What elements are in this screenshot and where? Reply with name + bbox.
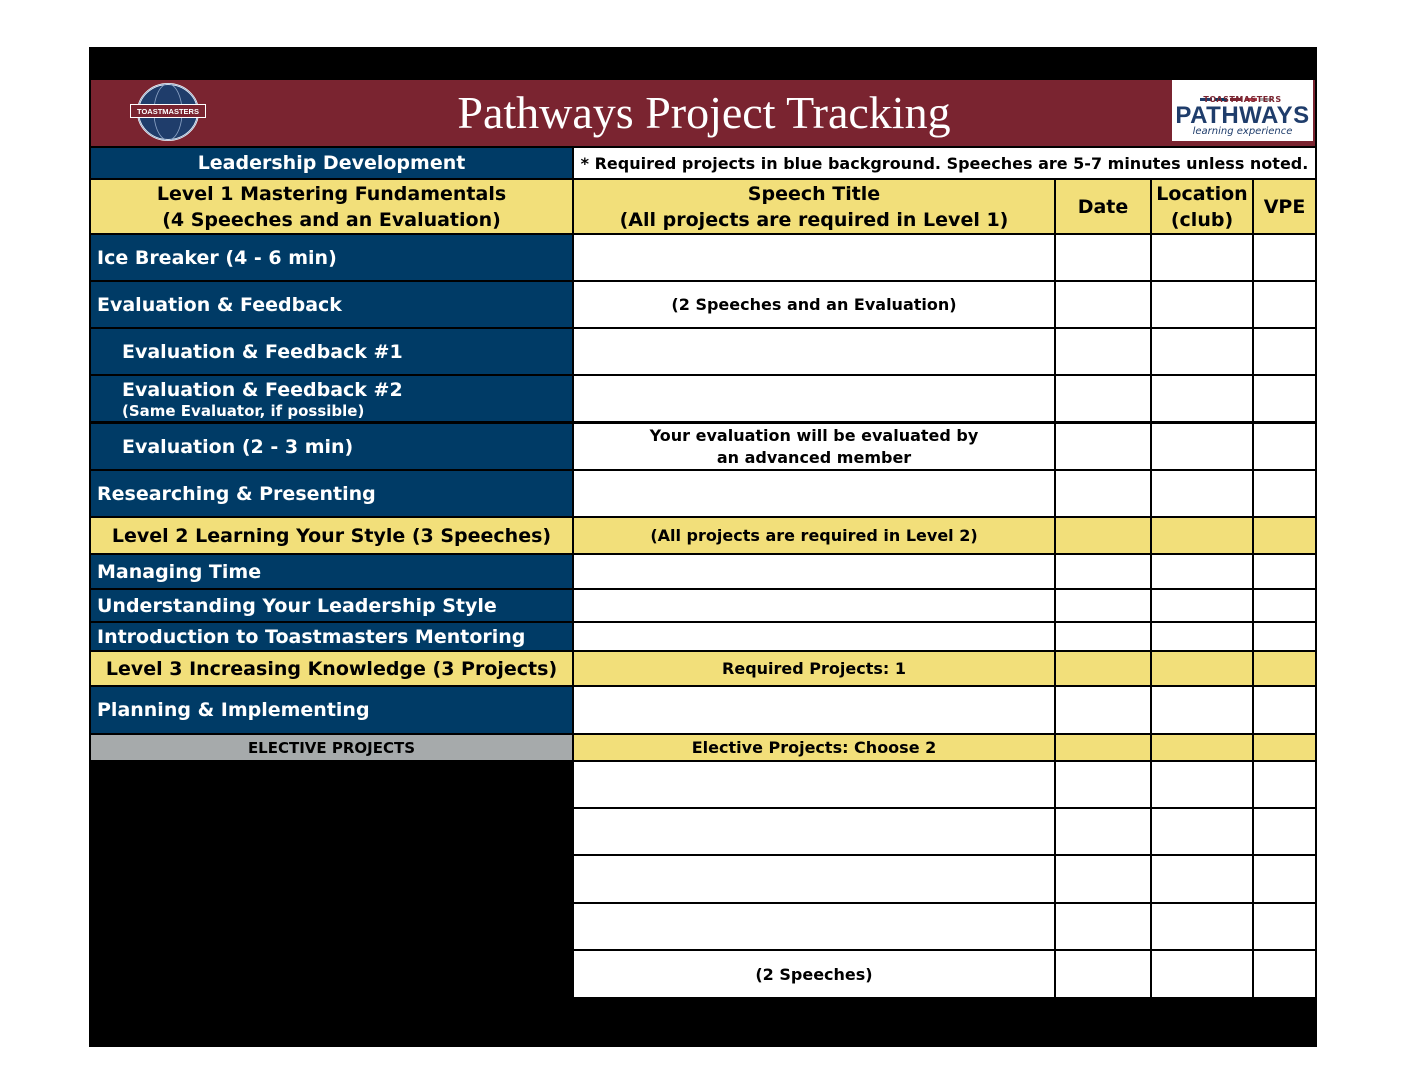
project-managing-time: Managing Time <box>91 555 572 588</box>
date-cell[interactable] <box>1056 424 1150 469</box>
project-evaluation-feedback-2 <box>91 376 572 421</box>
location-cell[interactable] <box>1152 951 1252 997</box>
location-cell[interactable] <box>1152 687 1252 733</box>
location-cell[interactable] <box>1152 471 1252 516</box>
vpe-cell[interactable] <box>1254 904 1315 949</box>
toastmasters-logo <box>128 82 208 142</box>
level2-date-cell <box>1056 518 1150 553</box>
location-cell[interactable] <box>1152 809 1252 854</box>
path-name: Leadership Development <box>91 148 572 178</box>
level3-vpe-cell <box>1254 652 1315 685</box>
location-cell[interactable] <box>1152 623 1252 650</box>
project-mentoring: Introduction to Toastmasters Mentoring <box>91 623 572 650</box>
vpe-cell[interactable] <box>1254 809 1315 854</box>
location-cell[interactable] <box>1152 282 1252 327</box>
elective-vpe-cell <box>1254 735 1315 760</box>
project-planning-implementing: Planning & Implementing <box>91 687 572 733</box>
project-subnote: (Same Evaluator, if possible) <box>122 401 365 420</box>
date-cell[interactable] <box>1056 809 1150 854</box>
vpe-cell[interactable] <box>1254 471 1315 516</box>
speech-title-cell[interactable] <box>574 590 1054 621</box>
speech-title-sublabel: (All projects are required in Level 1) <box>619 208 1009 231</box>
location-label: Location <box>1156 182 1248 205</box>
date-cell[interactable] <box>1056 762 1150 807</box>
project-evaluation: Evaluation (2 - 3 min) <box>91 424 572 469</box>
vpe-cell[interactable] <box>1254 623 1315 650</box>
speech-title-header <box>574 180 1054 233</box>
level3-heading: Level 3 Increasing Knowledge (3 Projects) <box>91 652 572 685</box>
elective-date-cell <box>1056 735 1150 760</box>
logo-toastmasters-text: TOASTMASTERS <box>1203 95 1282 104</box>
location-sublabel: (club) <box>1170 208 1234 231</box>
required-note: * Required projects in blue background. Speeches are 5-7 minutes unless noted. <box>574 148 1315 178</box>
level2-heading: Level 2 Learning Your Style (3 Speeches) <box>91 518 572 553</box>
project-label: Evaluation & Feedback #2 <box>122 378 403 401</box>
vpe-cell[interactable] <box>1254 555 1315 588</box>
date-header: Date <box>1056 180 1150 233</box>
date-cell[interactable] <box>1056 376 1150 421</box>
elective-title-cell[interactable] <box>574 856 1054 902</box>
page-title: Pathways Project Tracking <box>457 87 951 138</box>
speech-title-label: Speech Title <box>747 182 881 205</box>
elective-title-cell[interactable] <box>574 809 1054 854</box>
level1-title: Level 1 Mastering Fundamentals <box>156 182 507 205</box>
project-researching-presenting: Researching & Presenting <box>91 471 572 516</box>
date-cell[interactable] <box>1056 329 1150 374</box>
elective-note: Elective Projects: Choose 2 <box>574 735 1054 760</box>
logo-tagline: learning experience <box>1192 126 1293 137</box>
speech-title-cell[interactable] <box>574 376 1054 421</box>
level3-location-cell <box>1152 652 1252 685</box>
location-cell[interactable] <box>1152 329 1252 374</box>
evaluation-note-line1: Your evaluation will be evaluated by <box>649 425 979 445</box>
speech-title-cell[interactable] <box>574 329 1054 374</box>
location-cell[interactable] <box>1152 376 1252 421</box>
location-cell[interactable] <box>1152 424 1252 469</box>
evaluation-note-line2: an advanced member <box>716 447 912 467</box>
date-cell[interactable] <box>1056 623 1150 650</box>
vpe-cell[interactable] <box>1254 762 1315 807</box>
vpe-cell[interactable] <box>1254 376 1315 421</box>
date-cell[interactable] <box>1056 282 1150 327</box>
evaluation-feedback-note: (2 Speeches and an Evaluation) <box>574 282 1054 327</box>
vpe-header: VPE <box>1254 180 1315 233</box>
logo-pathways-text: PATHWAYS <box>1175 102 1310 129</box>
elective-title-cell[interactable] <box>574 904 1054 949</box>
location-cell[interactable] <box>1152 590 1252 621</box>
elective-title-cell[interactable] <box>574 762 1054 807</box>
vpe-cell[interactable] <box>1254 235 1315 280</box>
speech-title-cell[interactable] <box>574 687 1054 733</box>
location-cell[interactable] <box>1152 904 1252 949</box>
evaluation-note <box>574 424 1054 469</box>
vpe-cell[interactable] <box>1254 951 1315 997</box>
elective-location-cell <box>1152 735 1252 760</box>
date-cell[interactable] <box>1056 856 1150 902</box>
pathways-logo <box>1172 80 1313 141</box>
date-cell[interactable] <box>1056 687 1150 733</box>
location-cell[interactable] <box>1152 235 1252 280</box>
level2-location-cell <box>1152 518 1252 553</box>
vpe-cell[interactable] <box>1254 590 1315 621</box>
level3-date-cell <box>1056 652 1150 685</box>
level2-note: (All projects are required in Level 2) <box>574 518 1054 553</box>
location-cell[interactable] <box>1152 762 1252 807</box>
speech-title-cell[interactable] <box>574 235 1054 280</box>
location-cell[interactable] <box>1152 856 1252 902</box>
svg-text:TOASTMASTERS: TOASTMASTERS <box>137 107 199 116</box>
date-cell[interactable] <box>1056 471 1150 516</box>
vpe-cell[interactable] <box>1254 282 1315 327</box>
project-leadership-style: Understanding Your Leadership Style <box>91 590 572 621</box>
project-ice-breaker: Ice Breaker (4 - 6 min) <box>91 235 572 280</box>
date-cell[interactable] <box>1056 590 1150 621</box>
speech-title-cell[interactable] <box>574 471 1054 516</box>
location-header <box>1152 180 1252 233</box>
speech-title-cell[interactable] <box>574 555 1054 588</box>
speech-title-cell[interactable] <box>574 623 1054 650</box>
vpe-cell[interactable] <box>1254 424 1315 469</box>
vpe-cell[interactable] <box>1254 856 1315 902</box>
date-cell[interactable] <box>1056 904 1150 949</box>
level1-subtitle: (4 Speeches and an Evaluation) <box>162 208 501 231</box>
elective-last-note: (2 Speeches) <box>574 951 1054 997</box>
location-cell[interactable] <box>1152 555 1252 588</box>
date-cell[interactable] <box>1056 235 1150 280</box>
level2-vpe-cell <box>1254 518 1315 553</box>
project-evaluation-feedback: Evaluation & Feedback <box>91 282 572 327</box>
date-cell[interactable] <box>1056 951 1150 997</box>
date-cell[interactable] <box>1056 555 1150 588</box>
level1-heading <box>91 180 572 233</box>
project-evaluation-feedback-1: Evaluation & Feedback #1 <box>91 329 572 374</box>
elective-projects-heading: ELECTIVE PROJECTS <box>91 735 572 760</box>
vpe-cell[interactable] <box>1254 329 1315 374</box>
vpe-cell[interactable] <box>1254 687 1315 733</box>
level3-note: Required Projects: 1 <box>574 652 1054 685</box>
